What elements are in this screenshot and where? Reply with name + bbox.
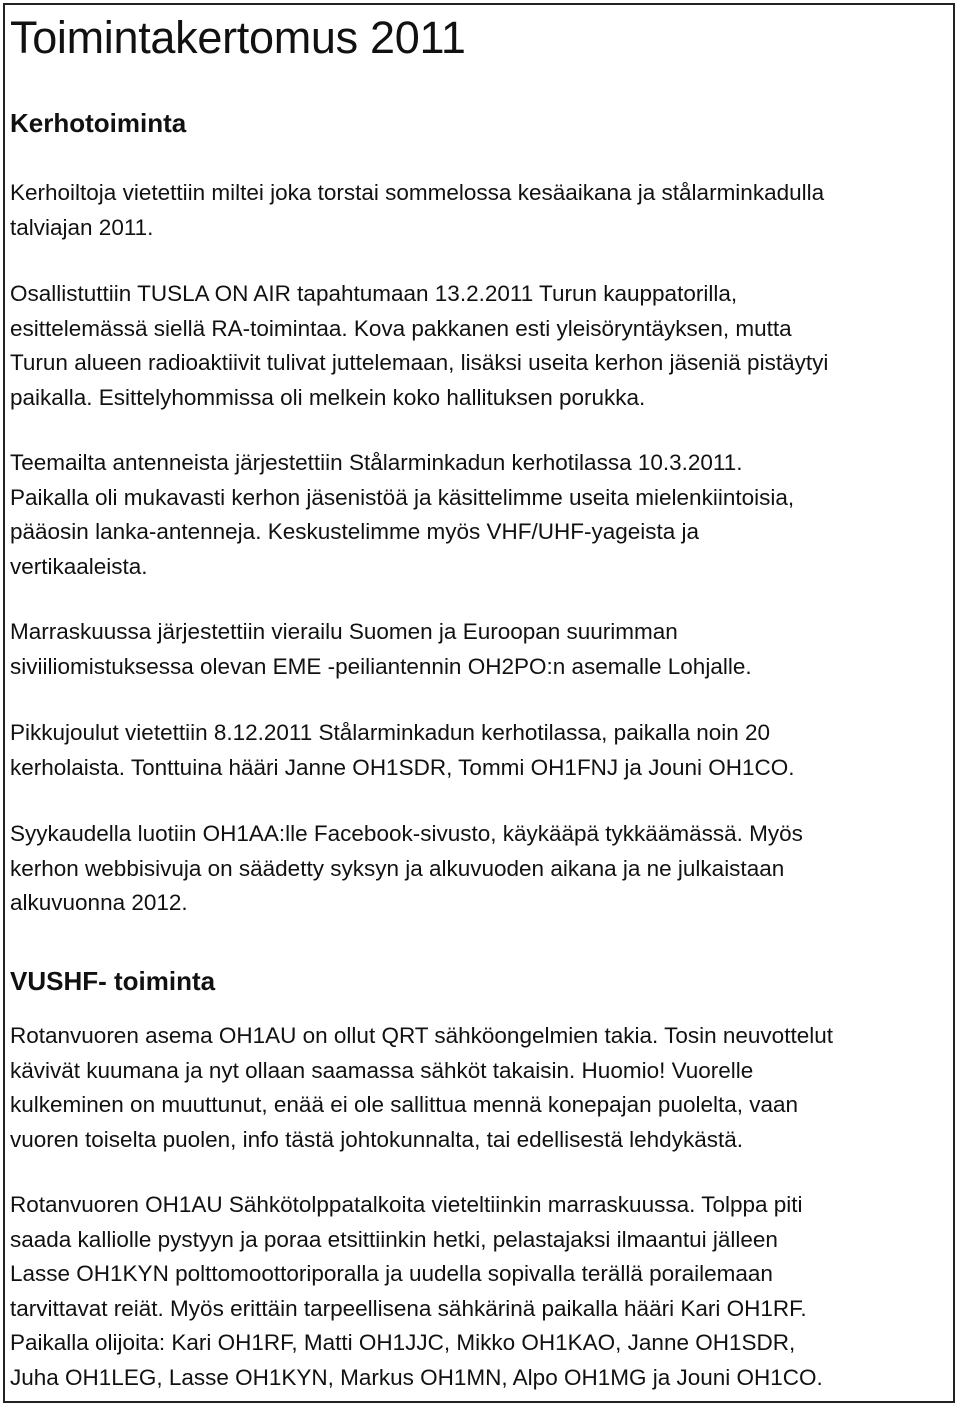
paragraph-facebook: [10, 817, 940, 921]
text-line: saada kalliolle pystyyn ja poraa etsittiinkin hetki, pelastajaksi ilmaantui jälleen: [10, 1226, 778, 1252]
text-line: kerholaista. Tonttuina hääri Janne OH1SDR, Tommi OH1FNJ ja Jouni OH1CO.: [10, 754, 795, 780]
text-line: Pikkujoulut vietettiin 8.12.2011 Stålarminkadun kerhotilassa, paikalla noin 20: [10, 720, 771, 745]
text-line: Paikalla olijoita: Kari OH1RF, Matti OH1JJC, Mikko OH1KAO, Janne OH1SDR,: [10, 1330, 796, 1355]
page-title: Toimintakertomus 2011: [10, 12, 466, 63]
text-line: Paikalla oli mukavasti kerhon jäsenistöä ja käsittelimme useita mielenkiintoisia,: [10, 484, 795, 510]
paragraph-kerhoillat: [10, 176, 940, 245]
paragraph-pikkujoulut: [10, 716, 940, 785]
text-line: alkuvuonna 2012.: [10, 890, 188, 915]
text-line: Teemailta antenneista järjestettiin Stålarminkadun kerhotilassa 10.3.2011.: [10, 450, 743, 475]
paragraph-marraskuu-vierailu: [10, 615, 940, 684]
text-line: vuoren toiselta puolen, info tästä johtokunnalta, tai edellisestä lehdykästä.: [10, 1126, 743, 1152]
text-line: paikalla. Esittelyhommissa oli melkein koko hallituksen porukka.: [10, 384, 646, 410]
text-line: talviajan 2011.: [10, 214, 154, 240]
text-line: Marraskuussa järjestettiin vierailu Suomen ja Euroopan suurimman: [10, 619, 678, 644]
text-line: vertikaaleista.: [10, 553, 148, 579]
text-line: kerhon webbisivuja on säädetty syksyn ja alkuvuoden aikana ja ne julkaistaan: [10, 855, 785, 881]
text-line: Juha OH1LEG, Lasse OH1KYN, Markus OH1MN, Alpo OH1MG ja Jouni OH1CO.: [10, 1364, 823, 1390]
text-line: kulkeminen on muuttunut, enää ei ole sallittua mennä konepajan puolelta, vaan: [10, 1092, 799, 1117]
paragraph-tusla-on-air: [10, 277, 940, 415]
paragraph-rotanvuori-qrt: [10, 1019, 940, 1157]
section-heading-vushf: VUSHF- toiminta: [10, 966, 216, 996]
text-line: Osallistuttiin TUSLA ON AIR tapahtumaan 13.2.2011 Turun kauppatorilla,: [10, 281, 738, 306]
text-line: siviiliomistuksessa olevan EME -peiliantennin OH2PO:n asemalle Lohjalle.: [10, 653, 752, 679]
text-line: tarvittavat reiät. Myös erittäin tarpeellisena sähkärinä paikalla hääri Kari OH1RF.: [10, 1295, 807, 1321]
text-line: Lasse OH1KYN polttomoottoriporalla ja uudella sopivalla terällä porailemaan: [10, 1261, 773, 1286]
text-line: Rotanvuoren asema OH1AU on ollut QRT sähköongelmien takia. Tosin neuvottelut: [10, 1023, 833, 1048]
text-line: pääosin lanka-antenneja. Keskustelimme myös VHF/UHF-yageista ja: [10, 519, 700, 544]
paragraph-teemailta: [10, 446, 940, 584]
text-line: Turun alueen radioaktiivit tulivat juttelemaan, lisäksi useita kerhon jäseniä pistäytyi: [10, 350, 829, 375]
paragraph-sahkotolppatalkoot: [10, 1188, 940, 1395]
text-line: kävivät kuumana ja nyt ollaan saamassa sähköt takaisin. Huomio! Vuorelle: [10, 1057, 754, 1083]
text-line: Syykaudella luotiin OH1AA:lle Facebook-sivusto, käykääpä tykkäämässä. Myös: [10, 821, 803, 846]
section-heading-kerhotoiminta: Kerhotoiminta: [10, 108, 187, 138]
text-line: Kerhoiltoja vietettiin miltei joka torstai sommelossa kesäaikana ja stålarminkadulla: [10, 180, 825, 205]
text-line: Rotanvuoren OH1AU Sähkötolppatalkoita vieteltiinkin marraskuussa. Tolppa piti: [10, 1192, 803, 1217]
text-line: esittelemässä siellä RA-toimintaa. Kova pakkanen esti yleisöryntäyksen, mutta: [10, 315, 792, 341]
